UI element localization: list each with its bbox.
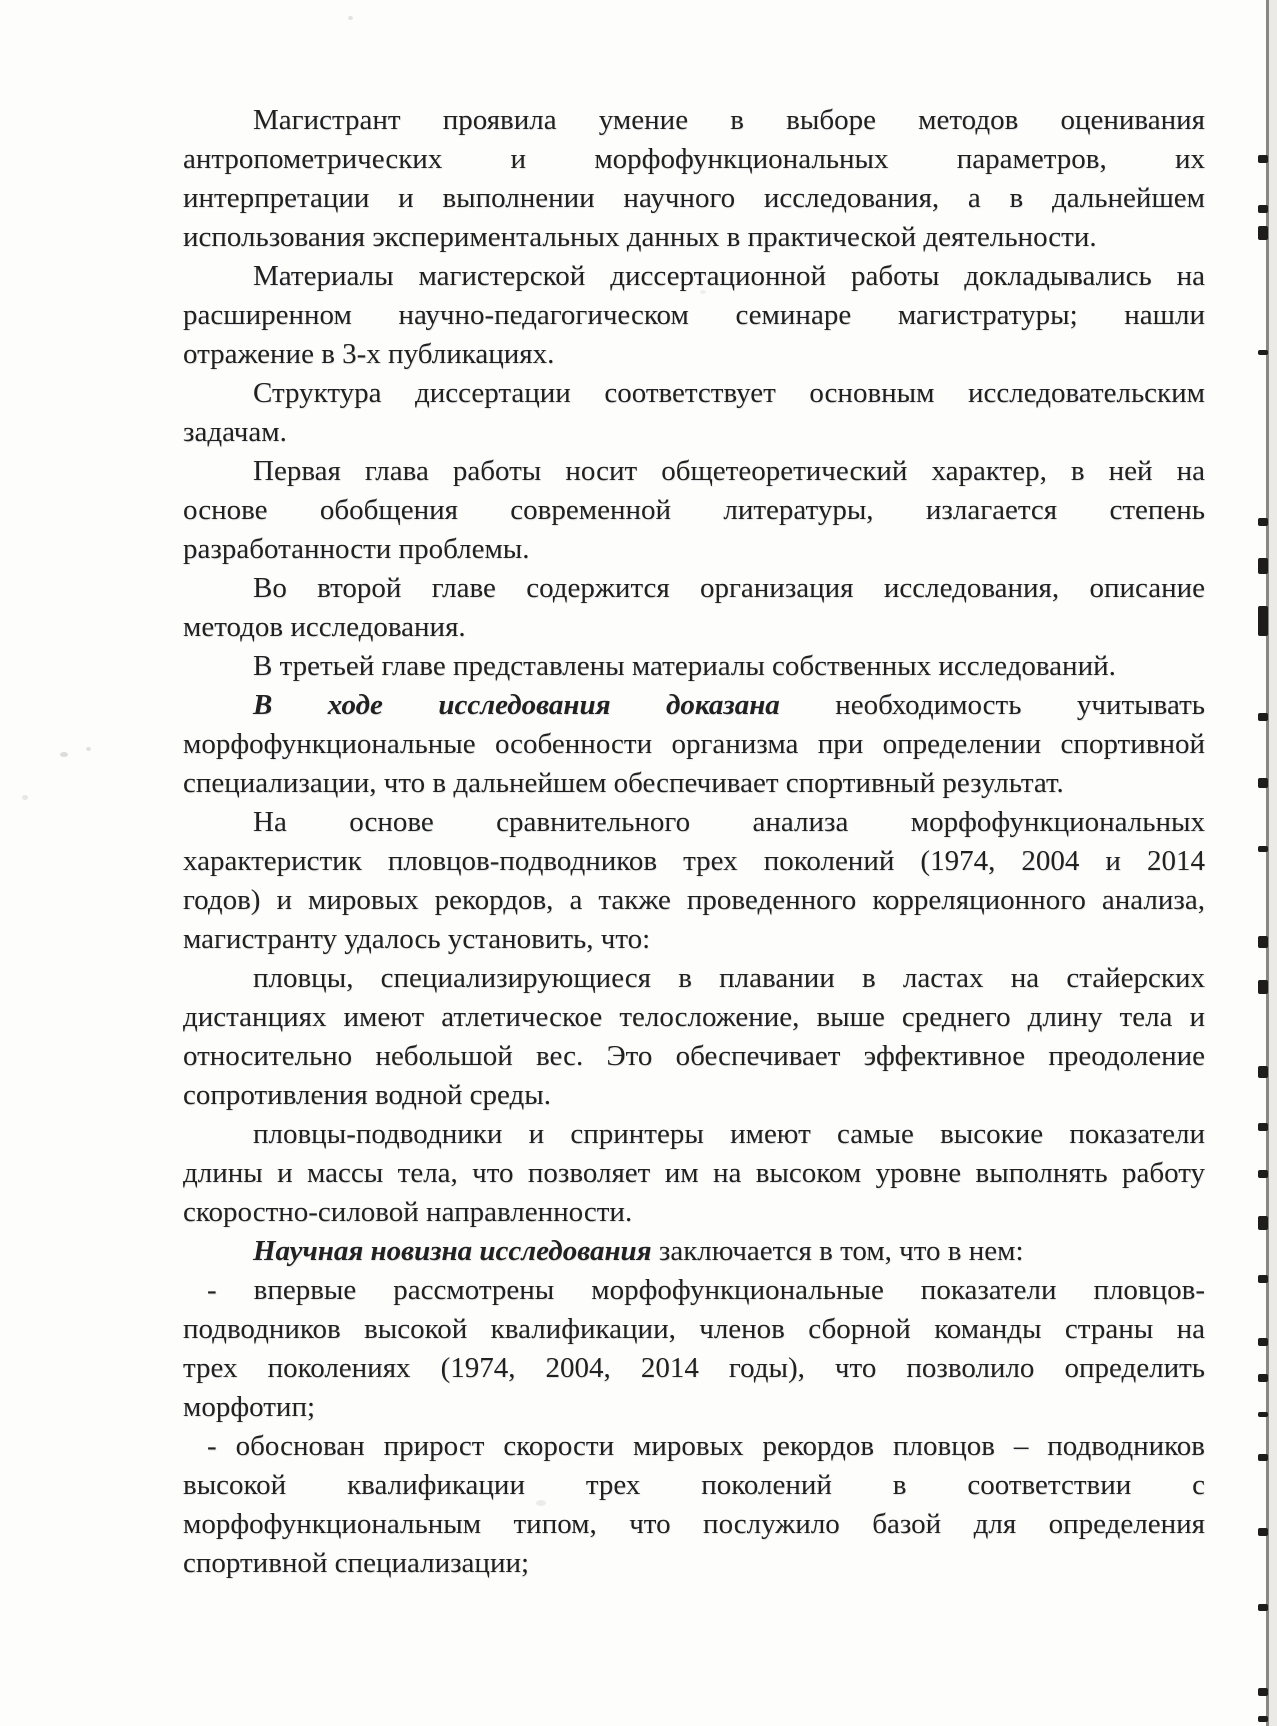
- text-line: [183, 764, 1205, 803]
- text-segment: подводников высокой квалификации, членов сборной команды страны на: [183, 1313, 1205, 1345]
- paragraph: [183, 1271, 1205, 1427]
- text-segment: - впервые рассмотрены морфофункциональные показатели пловцов-: [207, 1274, 1205, 1306]
- binding-mark: [1258, 1688, 1268, 1696]
- text-line: [183, 569, 1205, 608]
- text-segment: дистанциях имеют атлетическое телосложение, выше среднего длину тела и: [183, 1001, 1205, 1033]
- text-line: [183, 881, 1205, 920]
- text-segment: методов исследования.: [183, 611, 466, 643]
- text-segment: морфотип;: [183, 1391, 316, 1423]
- paragraph: [183, 803, 1205, 959]
- text-segment: магистранту удалось установить, что:: [183, 923, 651, 955]
- text-line: [183, 842, 1205, 881]
- scan-margin-strip: [1269, 0, 1277, 1726]
- text-line: [183, 101, 1205, 140]
- binding-mark: [1258, 155, 1268, 163]
- binding-mark: [1258, 1170, 1268, 1178]
- text-segment: расширенном научно-педагогическом семинаре магистратуры; нашли: [183, 299, 1205, 331]
- binding-mark: [1258, 713, 1268, 721]
- text-segment: Магистрант проявила умение в выборе методов оценивания: [253, 104, 1205, 136]
- text-segment: характеристик пловцов-подводников трех поколений (1974, 2004 и 2014: [183, 845, 1205, 877]
- binding-mark: [1258, 205, 1268, 213]
- text-segment: интерпретации и выполнении научного исследования, а в дальнейшем: [183, 182, 1205, 214]
- text-segment: Во второй главе содержится организация исследования, описание: [253, 572, 1205, 604]
- text-line: [183, 296, 1205, 335]
- text-segment: задачам.: [183, 416, 287, 448]
- text-line: [183, 1466, 1205, 1505]
- binding-mark: [1258, 226, 1268, 240]
- text-segment: спортивной специализации;: [183, 1547, 530, 1579]
- text-line: [183, 803, 1205, 842]
- paragraph: [183, 257, 1205, 374]
- text-segment: отражение в 3-х публикациях.: [183, 338, 555, 370]
- text-line: [183, 1193, 1205, 1232]
- speckle: [86, 747, 91, 751]
- paragraph: [183, 1427, 1205, 1583]
- text-segment: специализации, что в дальнейшем обеспечивает спортивный результат.: [183, 767, 1064, 799]
- binding-mark: [1258, 1216, 1268, 1230]
- binding-mark: [1258, 846, 1268, 852]
- binding-mark: [1258, 1454, 1268, 1461]
- text-line: [183, 335, 1205, 374]
- text-segment: сопротивления водной среды.: [183, 1079, 552, 1111]
- text-line: [183, 1544, 1205, 1583]
- text-line: [183, 257, 1205, 296]
- binding-mark: [1258, 936, 1268, 948]
- text-line: [183, 374, 1205, 413]
- text-line: [183, 1232, 1205, 1271]
- text-line: [183, 686, 1205, 725]
- paragraph: [183, 374, 1205, 452]
- binding-mark: [1258, 1338, 1268, 1346]
- text-line: [183, 1349, 1205, 1388]
- text-segment: разработанности проблемы.: [183, 533, 530, 565]
- binding-mark: [1258, 1716, 1268, 1722]
- text-segment: На основе сравнительного анализа морфофункциональных: [253, 806, 1205, 838]
- text-line: [183, 413, 1205, 452]
- text-segment: Первая глава работы носит общетеоретический характер, в ней на: [253, 455, 1205, 487]
- paragraph: [183, 1232, 1205, 1271]
- binding-mark: [1258, 1374, 1268, 1382]
- text-line: [183, 725, 1205, 764]
- text-segment: основе обобщения современной литературы, излагается степень: [183, 494, 1205, 526]
- text-line: [183, 452, 1205, 491]
- text-segment: пловцы, специализирующиеся в плавании в ластах на стайерских: [253, 962, 1205, 994]
- text-line: [183, 608, 1205, 647]
- text-segment: - обоснован прирост скорости мировых рекордов пловцов – подводников: [207, 1430, 1205, 1462]
- text-segment: относительно небольшой вес. Это обеспечивает эффективное преодоление: [183, 1040, 1205, 1072]
- speckle: [22, 795, 28, 800]
- text-line: [183, 1076, 1205, 1115]
- binding-mark: [1258, 518, 1268, 526]
- text-segment: заключается в том, что в нем:: [651, 1235, 1024, 1267]
- text-segment: морфофункциональные особенности организма при определении спортивной: [183, 728, 1205, 760]
- binding-mark: [1258, 1412, 1268, 1417]
- text-segment-emphasis: Научная новизна исследования: [253, 1235, 652, 1267]
- paragraph: [183, 569, 1205, 647]
- text-segment: необходимость учитывать: [779, 689, 1205, 721]
- text-line: [183, 1271, 1205, 1310]
- text-segment: морфофункциональным типом, что послужило базой для определения: [183, 1508, 1205, 1540]
- text-line: [183, 1037, 1205, 1076]
- text-line: [183, 647, 1205, 686]
- text-segment: скоростно-силовой направленности.: [183, 1196, 633, 1228]
- text-segment: трех поколениях (1974, 2004, 2014 годы), что позволило определить: [183, 1352, 1205, 1384]
- paragraph: [183, 647, 1205, 686]
- text-line: [183, 179, 1205, 218]
- text-segment-emphasis: В ходе исследования доказана: [253, 689, 780, 721]
- text-line: [183, 1154, 1205, 1193]
- text-line: [183, 140, 1205, 179]
- document-text: [183, 101, 1205, 1583]
- binding-mark: [1258, 1604, 1268, 1611]
- speckle: [60, 752, 68, 757]
- text-line: [183, 530, 1205, 569]
- text-segment: антропометрических и морфофункциональных параметров, их: [183, 143, 1205, 175]
- text-segment: длины и массы тела, что позволяет им на высоком уровне выполнять работу: [183, 1157, 1205, 1189]
- scan-edge-line: [1266, 0, 1269, 1726]
- text-segment: Материалы магистерской диссертационной работы докладывались на: [253, 260, 1205, 292]
- text-line: [183, 959, 1205, 998]
- binding-mark: [1258, 558, 1268, 574]
- text-segment: Структура диссертации соответствует основным исследовательским: [253, 377, 1205, 409]
- text-segment: годов) и мировых рекордов, а также проведенного корреляционного анализа,: [183, 884, 1205, 916]
- text-line: [183, 998, 1205, 1037]
- text-segment: высокой квалификации трех поколений в соответствии с: [183, 1469, 1205, 1501]
- binding-mark: [1258, 606, 1268, 636]
- speckle: [348, 16, 353, 20]
- binding-mark: [1258, 1528, 1268, 1536]
- text-segment: В третьей главе представлены материалы собственных исследований.: [253, 650, 1116, 682]
- binding-mark: [1258, 350, 1268, 355]
- binding-mark: [1258, 778, 1268, 788]
- text-line: [183, 920, 1205, 959]
- text-line: [183, 491, 1205, 530]
- text-line: [183, 1310, 1205, 1349]
- text-line: [183, 218, 1205, 257]
- speckle: [700, 290, 706, 294]
- text-line: [183, 1427, 1205, 1466]
- speckle: [536, 1500, 546, 1506]
- binding-mark: [1258, 980, 1268, 994]
- text-segment: использования экспериментальных данных в практической деятельности.: [183, 221, 1097, 253]
- paragraph: [183, 101, 1205, 257]
- text-line: [183, 1388, 1205, 1427]
- binding-mark: [1258, 1275, 1268, 1283]
- paragraph: [183, 686, 1205, 803]
- text-segment: пловцы-подводники и спринтеры имеют самые высокие показатели: [253, 1118, 1205, 1150]
- paragraph: [183, 1115, 1205, 1232]
- text-line: [183, 1115, 1205, 1154]
- text-line: [183, 1505, 1205, 1544]
- paragraph: [183, 452, 1205, 569]
- paragraph: [183, 959, 1205, 1115]
- binding-mark: [1258, 1066, 1268, 1078]
- binding-mark: [1258, 1123, 1268, 1131]
